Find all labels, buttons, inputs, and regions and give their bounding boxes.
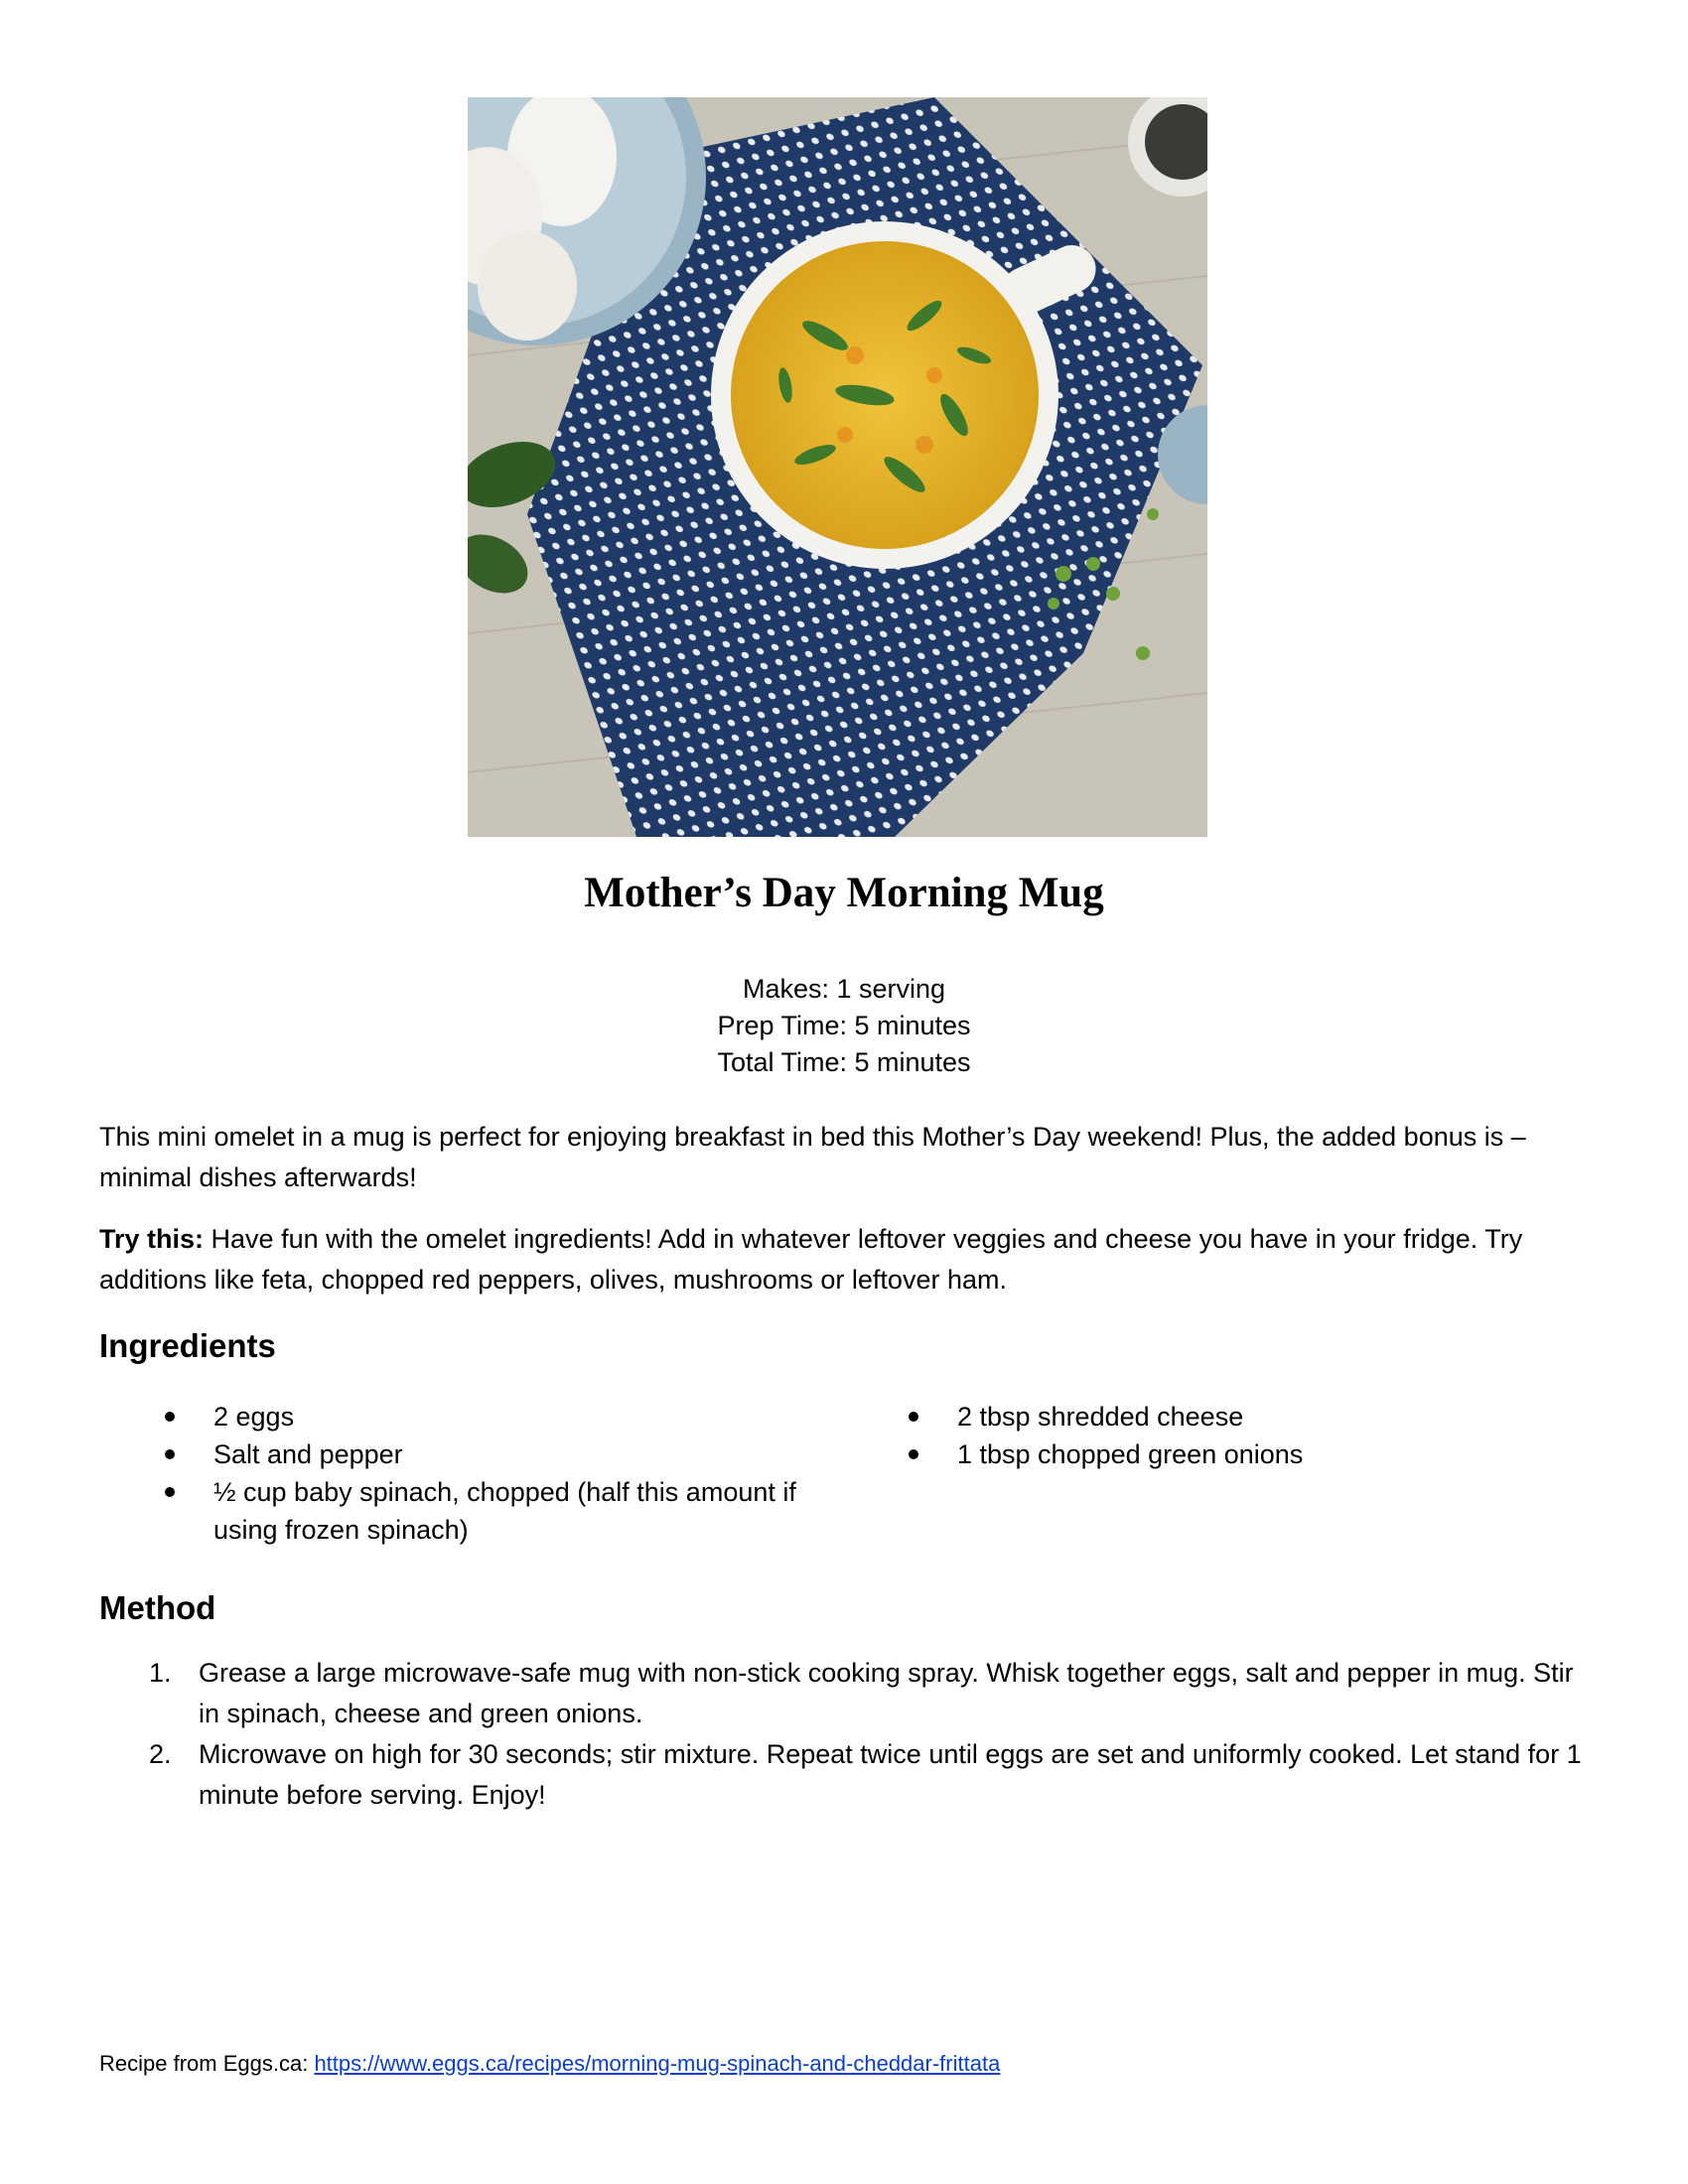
- list-item: Salt and pepper: [162, 1435, 837, 1473]
- method-step: [149, 1653, 1589, 1734]
- list-item: 2 eggs: [162, 1398, 837, 1435]
- makes-text: Makes: 1 serving: [742, 974, 946, 1004]
- step-number: 2.: [149, 1739, 172, 1769]
- recipe-source: [99, 2049, 1000, 2079]
- tip-label: Try this:: [99, 1224, 205, 1254]
- list-item: 2 tbsp shredded cheese: [906, 1398, 1541, 1435]
- source-label: Recipe from Eggs.ca:: [99, 2051, 315, 2076]
- method-step: [149, 1734, 1589, 1816]
- ingredients-list-column-2: [906, 1398, 1541, 1473]
- step-text: Microwave on high for 30 seconds; stir mixture. Repeat twice until eggs are set and uniformly cooked. Let stand for 1 minute before serving. Enjoy!: [199, 1739, 1582, 1810]
- recipe-photo: [468, 97, 1207, 837]
- step-text: Grease a large microwave-safe mug with non-stick cooking spray. Whisk together eggs, salt and pepper in mug. Stir in spinach, cheese and green onions.: [199, 1658, 1574, 1728]
- step-number: 1.: [149, 1658, 172, 1688]
- method-steps: [149, 1653, 1589, 1816]
- recipe-title: Mother’s Day Morning Mug: [584, 870, 1104, 916]
- list-item: ½ cup baby spinach, chopped (half this amount if using frozen spinach): [162, 1473, 837, 1549]
- list-item: 1 tbsp chopped green onions: [906, 1435, 1541, 1473]
- tip-text: Have fun with the omelet ingredients! Add in whatever leftover veggies and cheese you have in your fridge. Try additions like feta, chopped red peppers, olives, mushrooms or leftover ham.: [99, 1224, 1523, 1295]
- method-heading: Method: [99, 1589, 216, 1626]
- prep-time-text: Prep Time: 5 minutes: [717, 1011, 971, 1040]
- ingredients-list-column-1: [162, 1398, 837, 1549]
- intro-paragraph: This mini omelet in a mug is perfect for enjoying breakfast in bed this Mother’s Day weekend! Plus, the added bonus is – minimal dishes afterwards!: [99, 1122, 1526, 1192]
- recipe-meta: [0, 971, 1688, 1081]
- total-time-text: Total Time: 5 minutes: [717, 1047, 971, 1077]
- source-link[interactable]: https://www.eggs.ca/recipes/morning-mug-spinach-and-cheddar-frittata: [314, 2051, 1001, 2076]
- ingredients-heading: Ingredients: [99, 1327, 276, 1364]
- tip-paragraph: [99, 1219, 1599, 1300]
